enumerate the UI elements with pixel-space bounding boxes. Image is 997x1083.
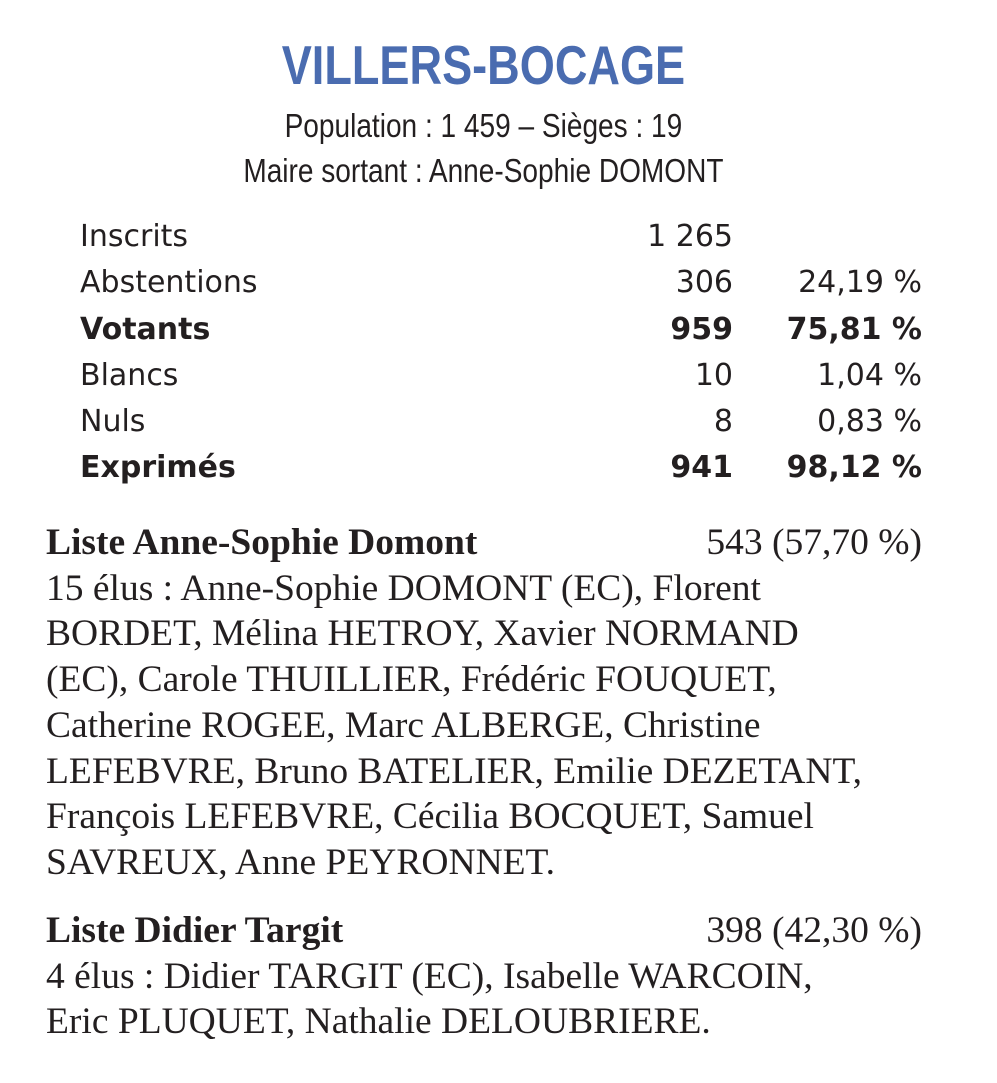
elected-line: 15 élus : Anne-Sophie DOMONT (EC), Florent: [46, 567, 761, 609]
population-line: Population : 1 459 – Sièges : 19: [284, 107, 683, 144]
list-score: 543 (57,70 %): [706, 522, 922, 563]
stat-count: 1 265: [647, 219, 733, 254]
stat-row-blancs: [80, 353, 922, 399]
stat-row-nuls: [80, 399, 922, 445]
outgoing-mayor-line: Maire sortant : Anne-Sophie DOMONT: [243, 152, 724, 189]
elected-line: (EC), Carole THUILLIER, Frédéric FOUQUET,: [46, 659, 777, 701]
elected-line: 4 élus : Didier TARGIT (EC), Isabelle WARCOIN,: [46, 955, 813, 997]
stat-label: Exprimés: [80, 450, 236, 486]
elected-line: SAVREUX, Anne PEYRONNET.: [46, 841, 556, 883]
stat-count: 10: [694, 357, 733, 393]
list-header: [46, 908, 922, 954]
commune-title: VILLERS-BOCAGE: [281, 34, 686, 96]
turnout-table: [80, 214, 922, 492]
stat-label: Abstentions: [80, 265, 258, 301]
stat-row-votants: [80, 307, 922, 353]
elected-members: [46, 566, 922, 886]
elected-line: Eric PLUQUET, Nathalie DELOUBRIERE.: [46, 1001, 711, 1043]
stat-count: 306: [675, 265, 733, 301]
stat-row-abstentions: [80, 260, 922, 306]
list-name: Liste Didier Targit: [46, 910, 344, 951]
elected-members: [46, 954, 922, 1045]
stat-percent: 98,12 %: [786, 450, 922, 486]
elected-line: François LEFEBVRE, Cécilia BOCQUET, Samuel: [46, 796, 814, 838]
elected-line: Catherine ROGEE, Marc ALBERGE, Christine: [46, 704, 761, 746]
stat-percent: 0,83 %: [817, 404, 922, 440]
stat-label: Inscrits: [80, 219, 189, 254]
stat-label: Blancs: [80, 357, 179, 393]
stat-count: 959: [670, 311, 733, 347]
stat-count: 8: [713, 404, 733, 440]
elected-line: LEFEBVRE, Bruno BATELIER, Emilie DEZETANT,: [46, 750, 862, 792]
list-block-domont: [46, 520, 922, 886]
stat-percent: 75,81 %: [786, 311, 922, 347]
elected-line: BORDET, Mélina HETROY, Xavier NORMAND: [46, 613, 799, 655]
list-header: [46, 520, 922, 566]
stat-percent: 24,19 %: [798, 265, 922, 301]
list-block-targit: [46, 908, 922, 1045]
stat-row-inscrits: [80, 214, 922, 260]
stat-row-exprimes: [80, 445, 922, 491]
stat-count: 941: [670, 450, 733, 486]
stat-percent: 1,04 %: [817, 357, 922, 393]
list-name: Liste Anne-Sophie Domont: [46, 522, 478, 563]
stat-label: Votants: [80, 311, 211, 347]
list-score: 398 (42,30 %): [706, 910, 922, 951]
stat-label: Nuls: [80, 404, 146, 440]
